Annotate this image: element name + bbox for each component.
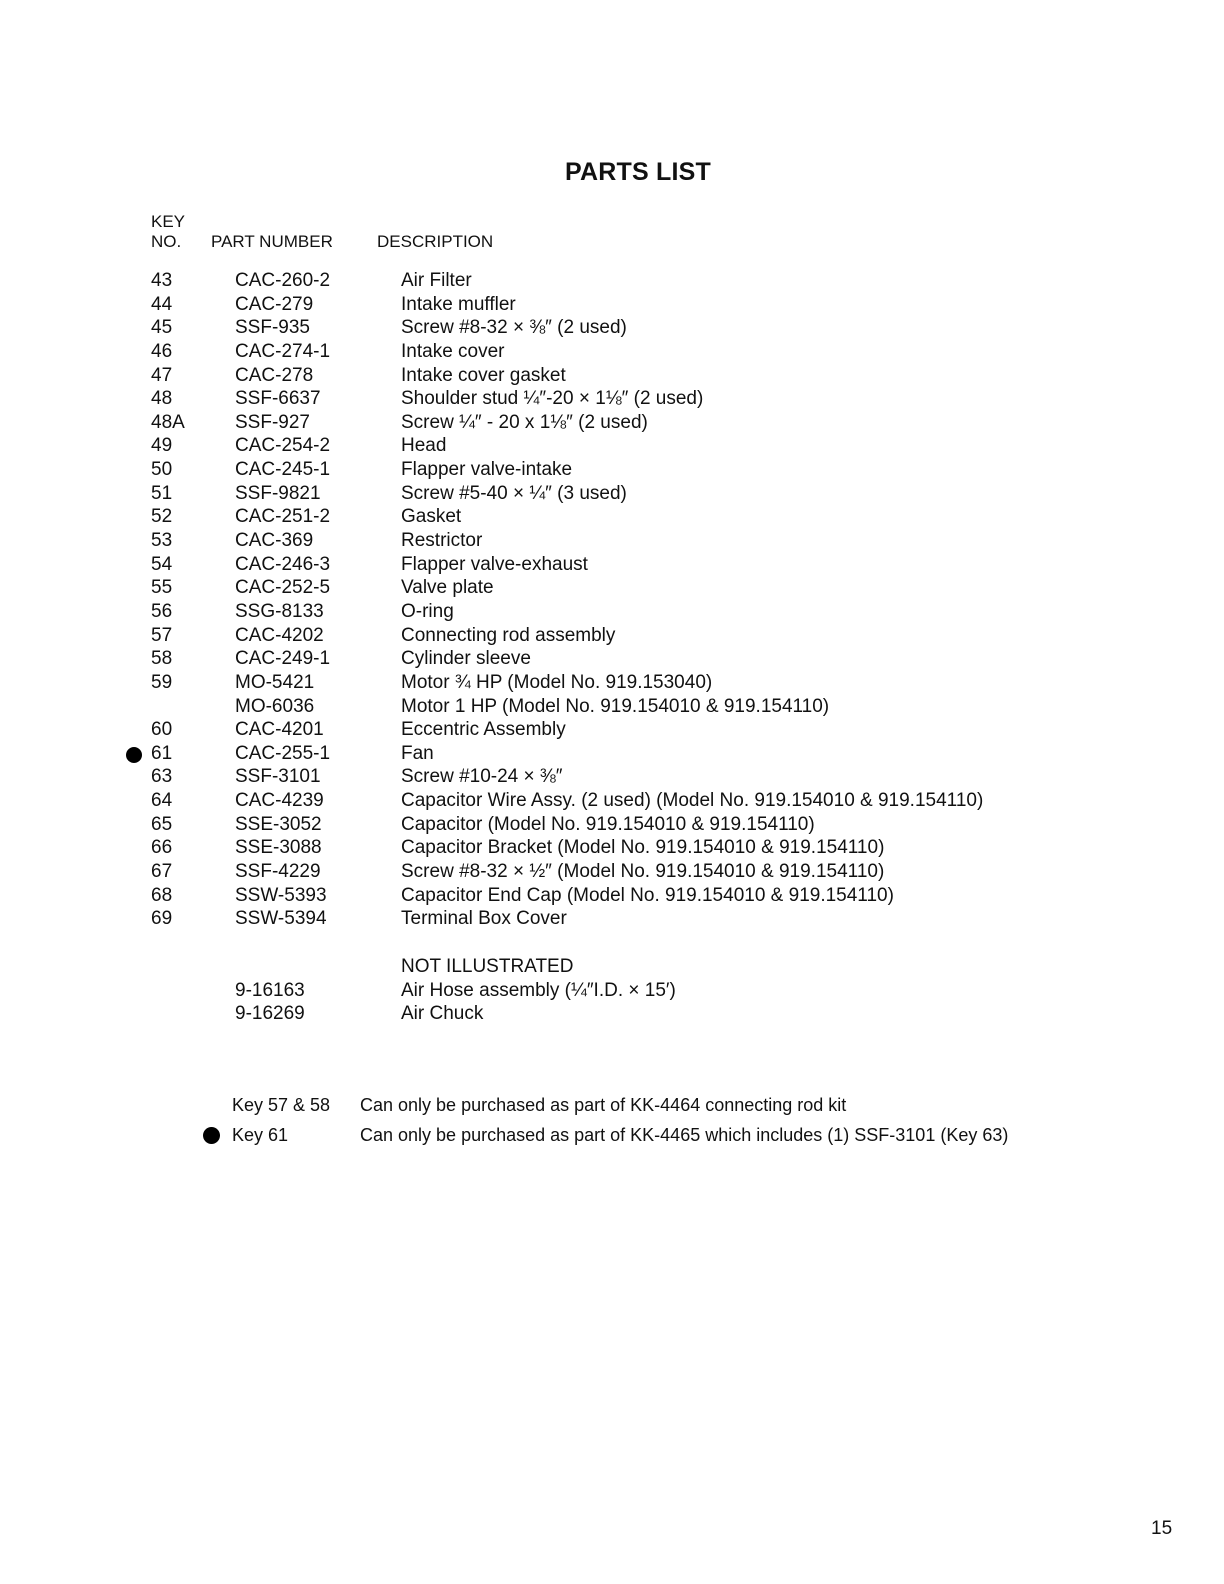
table-row xyxy=(0,293,1224,317)
key-no: 55 xyxy=(151,577,173,599)
part-description: Screw #10-24 × ⅜″ xyxy=(401,766,563,788)
not-illustrated-heading: NOT ILLUSTRATED xyxy=(401,955,574,977)
table-row xyxy=(0,860,1224,884)
key-no: 44 xyxy=(151,293,173,315)
part-description: Restrictor xyxy=(401,530,483,552)
key-no: 50 xyxy=(151,459,173,481)
key-no: 61 xyxy=(151,742,173,764)
key-no: 57 xyxy=(151,624,173,646)
table-row xyxy=(0,695,1224,719)
key-no: 65 xyxy=(151,813,173,835)
key-no: 66 xyxy=(151,837,173,859)
key-no: 59 xyxy=(151,671,173,693)
part-description: Shoulder stud ¼″-20 × 1⅛″ (2 used) xyxy=(401,388,704,410)
key-no: 43 xyxy=(151,270,173,291)
part-description: Intake cover gasket xyxy=(401,364,566,386)
part-number: CAC-251-2 xyxy=(235,506,331,528)
part-description: Head xyxy=(401,435,447,457)
footnote xyxy=(0,1094,1224,1124)
part-number: MO-5421 xyxy=(235,671,315,693)
key-no: 69 xyxy=(151,908,173,930)
part-description: Motor 1 HP (Model No. 919.154010 & 919.154110) xyxy=(401,695,830,717)
footnote-key: Key 57 & 58 xyxy=(232,1095,331,1115)
header-key-no xyxy=(151,212,211,252)
part-number: SSE-3088 xyxy=(235,837,322,859)
part-number: SSF-9821 xyxy=(235,482,321,504)
key-no: 60 xyxy=(151,719,173,741)
part-number: SSW-5393 xyxy=(235,884,327,906)
footnote-key: Key 61 xyxy=(232,1125,289,1145)
table-row xyxy=(0,742,1224,766)
part-description: Air Hose assembly (¼″I.D. × 15′) xyxy=(401,979,676,1001)
part-description: Fan xyxy=(401,742,434,764)
key-no: 68 xyxy=(151,884,173,906)
part-number: SSF-6637 xyxy=(235,388,321,410)
part-description: Screw ¼″ - 20 x 1⅛″ (2 used) xyxy=(401,411,648,433)
key-no: 52 xyxy=(151,506,173,528)
part-number: SSF-3101 xyxy=(235,766,321,788)
table-row xyxy=(0,836,1224,860)
key-no: 51 xyxy=(151,482,173,504)
key-no: 63 xyxy=(151,766,173,788)
table-row xyxy=(0,553,1224,577)
part-number: CAC-4202 xyxy=(235,624,324,646)
part-description: Motor ¾ HP (Model No. 919.153040) xyxy=(401,671,713,693)
table-row xyxy=(0,765,1224,789)
table-row xyxy=(0,1002,1224,1026)
table-row xyxy=(0,364,1224,388)
key-no: 48A xyxy=(151,411,185,433)
table-row xyxy=(0,505,1224,529)
key-no: 58 xyxy=(151,648,173,670)
table-row xyxy=(0,789,1224,813)
part-number: SSF-935 xyxy=(235,317,310,339)
part-description: Gasket xyxy=(401,506,462,528)
part-description: Flapper valve-intake xyxy=(401,459,573,481)
part-description: Capacitor Bracket (Model No. 919.154010 & 919.154110) xyxy=(401,837,885,859)
part-description: Capacitor End Cap (Model No. 919.154010 & 919.154110) xyxy=(401,884,894,906)
footnote xyxy=(0,1124,1224,1154)
table-row xyxy=(0,576,1224,600)
footnote-text: Can only be purchased as part of KK-4464 connecting rod kit xyxy=(360,1095,847,1115)
part-description: Air Filter xyxy=(401,270,472,291)
bullet-dot-icon xyxy=(203,1127,220,1144)
part-description: Connecting rod assembly xyxy=(401,624,616,646)
table-row xyxy=(0,813,1224,837)
not-illustrated-heading-row xyxy=(0,955,1224,979)
key-no: 53 xyxy=(151,530,173,552)
table-row xyxy=(0,979,1224,1003)
part-number: MO-6036 xyxy=(235,695,315,717)
header-part-number: PART NUMBER xyxy=(211,232,333,251)
part-description: Screw #8-32 × ⅜″ (2 used) xyxy=(401,317,627,339)
spacer xyxy=(0,931,1224,955)
part-description: O-ring xyxy=(401,600,454,622)
table-row xyxy=(0,907,1224,931)
page-title: PARTS LIST xyxy=(565,158,711,186)
table-row xyxy=(0,529,1224,553)
footnotes xyxy=(0,1094,1224,1154)
footnote-text: Can only be purchased as part of KK-4465 which includes (1) SSF-3101 (Key 63) xyxy=(360,1125,1009,1145)
key-no: 56 xyxy=(151,600,173,622)
key-no: 46 xyxy=(151,340,173,362)
part-number: CAC-274-1 xyxy=(235,340,331,362)
part-number: CAC-4239 xyxy=(235,790,324,812)
part-description: Capacitor Wire Assy. (2 used) (Model No. 919.154010 & 919.154110) xyxy=(401,790,984,812)
part-number: SSE-3052 xyxy=(235,813,322,835)
key-no: 48 xyxy=(151,388,173,410)
table-row xyxy=(0,482,1224,506)
page-number: 15 xyxy=(1151,1518,1173,1539)
table-row xyxy=(0,458,1224,482)
part-description: Flapper valve-exhaust xyxy=(401,553,588,575)
table-row xyxy=(0,269,1224,293)
table-row xyxy=(0,718,1224,742)
part-description: Terminal Box Cover xyxy=(401,908,567,930)
table-row xyxy=(0,600,1224,624)
bullet-dot-icon xyxy=(126,747,142,763)
part-number: CAC-246-3 xyxy=(235,553,331,575)
table-row xyxy=(0,411,1224,435)
part-number: SSW-5394 xyxy=(235,908,327,930)
table-row xyxy=(0,884,1224,908)
part-number: CAC-4201 xyxy=(235,719,324,741)
part-number: CAC-255-1 xyxy=(235,742,331,764)
key-no: 49 xyxy=(151,435,173,457)
part-number: CAC-369 xyxy=(235,530,314,552)
part-description: Intake cover xyxy=(401,340,505,362)
key-no: 45 xyxy=(151,317,173,339)
key-no: 64 xyxy=(151,790,173,812)
part-number: CAC-249-1 xyxy=(235,648,331,670)
part-description: Eccentric Assembly xyxy=(401,719,566,741)
key-no: 47 xyxy=(151,364,173,386)
table-row xyxy=(0,340,1224,364)
table-row xyxy=(0,387,1224,411)
table-row xyxy=(0,434,1224,458)
part-description: Intake muffler xyxy=(401,293,516,315)
part-number: SSF-927 xyxy=(235,411,310,433)
part-number: CAC-245-1 xyxy=(235,459,331,481)
header-description: DESCRIPTION xyxy=(377,232,494,251)
part-number: CAC-278 xyxy=(235,364,314,386)
key-no: 54 xyxy=(151,553,173,575)
part-number: CAC-252-5 xyxy=(235,577,331,599)
key-no: 67 xyxy=(151,861,173,883)
table-row xyxy=(0,624,1224,648)
part-description: Air Chuck xyxy=(401,1003,484,1025)
part-number: CAC-254-2 xyxy=(235,435,331,457)
part-description: Valve plate xyxy=(401,577,494,599)
header-key-label: KEY NO. xyxy=(151,212,186,251)
table-row xyxy=(0,647,1224,671)
part-number: SSG-8133 xyxy=(235,600,324,622)
part-description: Cylinder sleeve xyxy=(401,648,531,670)
part-number: SSF-4229 xyxy=(235,861,321,883)
table-row xyxy=(0,316,1224,340)
part-number: 9-16269 xyxy=(235,1003,305,1025)
part-number: 9-16163 xyxy=(235,979,305,1001)
table-row xyxy=(0,671,1224,695)
part-description: Screw #5-40 × ¼″ (3 used) xyxy=(401,482,627,504)
part-description: Capacitor (Model No. 919.154010 & 919.154110) xyxy=(401,813,815,835)
part-number: CAC-260-2 xyxy=(235,270,331,291)
part-number: CAC-279 xyxy=(235,293,314,315)
part-description: Screw #8-32 × ½″ (Model No. 919.154010 & 919.154110) xyxy=(401,861,885,883)
parts-table xyxy=(0,269,1224,1026)
